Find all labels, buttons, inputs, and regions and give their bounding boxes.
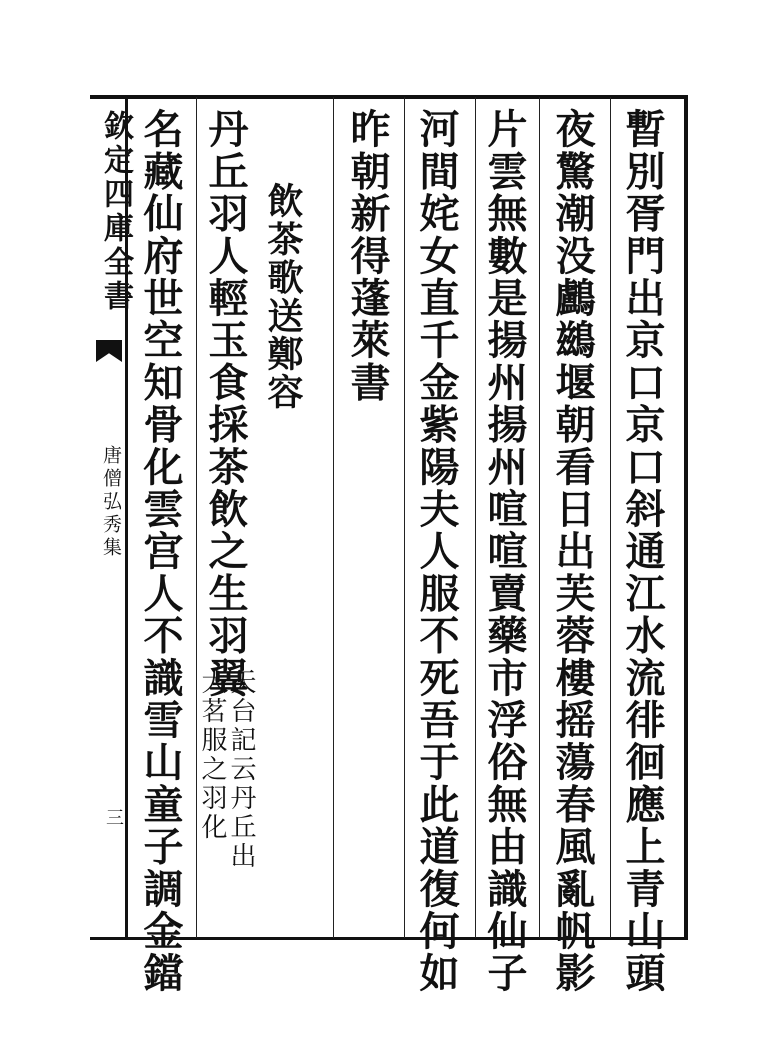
column-rule (539, 97, 540, 938)
column-rule (333, 97, 334, 938)
column-rule (404, 97, 405, 938)
text-column-2: 夜驚潮没鸕鷀堰朝看日出芙蓉樓摇蕩春風亂帆影 (549, 108, 596, 995)
page-number: 三 (103, 808, 124, 826)
volume-title: 唐僧弘秀集 (100, 445, 122, 560)
text-column-8: 丹丘羽人輕玉食採茶飲之生羽翼 (202, 108, 249, 699)
text-column-4: 河間姹女直千金紫陽夫人服不死吾于此道復何如 (413, 108, 460, 995)
text-column-5: 昨朝新得蓬萊書 (344, 108, 391, 404)
column-rule (610, 97, 611, 938)
annotation-left: 大茗服之羽化 (197, 668, 227, 842)
annotation-right: 天台記云丹丘出 (226, 668, 256, 871)
book-title: 欽定四庫全書 (98, 110, 133, 314)
column-rule (475, 97, 476, 938)
text-column-3: 片雲無數是揚州揚州喧喧賣藥市浮俗無由識仙子 (481, 108, 528, 995)
text-column-9: 名藏仙府世空知骨化雲宫人不識雪山童子調金鐺 (137, 108, 184, 995)
poem-title: 飲茶歌送鄭容 (262, 182, 304, 412)
text-column-1: 暫別胥門出京口京口斜通江水流徘徊應上青山頭 (619, 108, 666, 995)
